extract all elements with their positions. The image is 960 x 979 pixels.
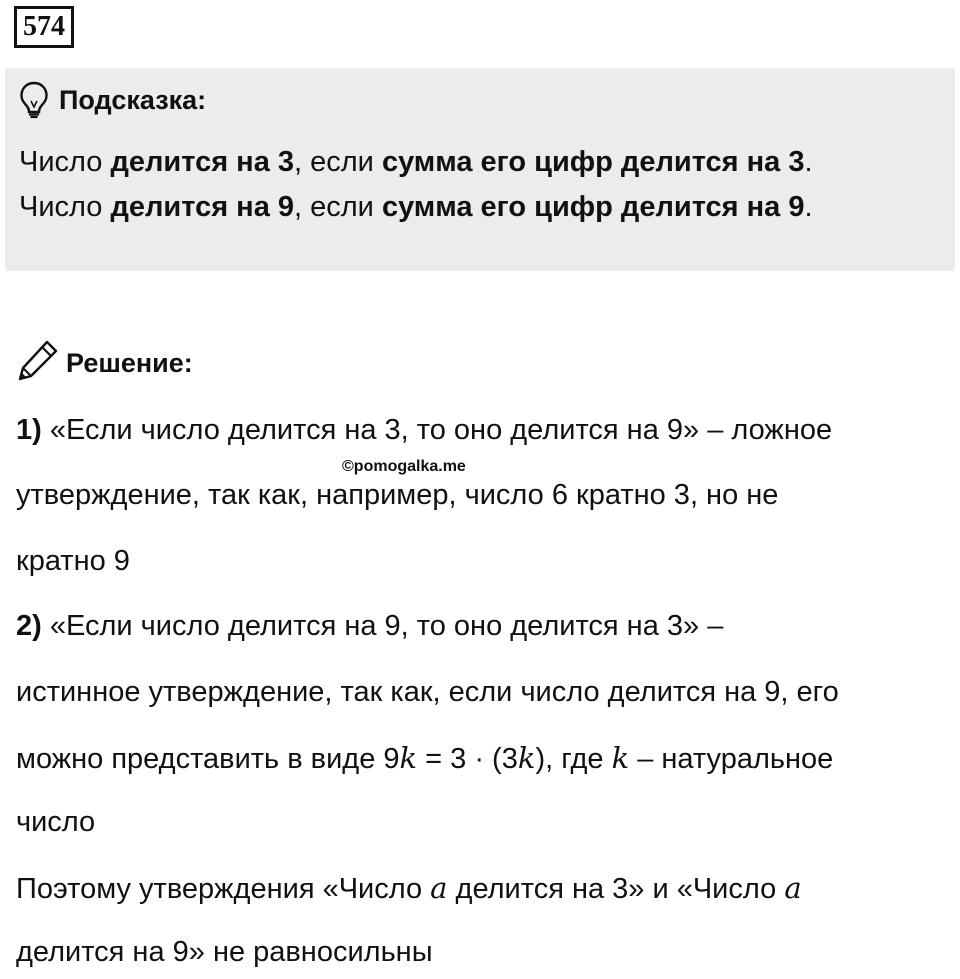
hint-title-row [19, 82, 206, 118]
solution-title: Решение: [66, 347, 193, 378]
solution-item-2-line-1: 2) «Если число делится на 9, то оно делится на 3» – [16, 610, 724, 642]
watermark: ©pomogalka.me [342, 458, 466, 475]
task-number: 574 [14, 6, 74, 48]
solution-item-2-line-2: истинное утверждение, так как, если число делится на 9, его [16, 676, 839, 708]
solution-item-1-line-3: кратно 9 [16, 545, 130, 577]
pencil-icon [16, 338, 60, 389]
conclusion-line-1: Поэтому утверждения «Число a делится на 3» и «Число a [16, 871, 802, 905]
solution-item-2-line-4: число [16, 806, 96, 838]
solution-item-2-line-3: можно представить в виде 9k = 3 · (3k), где k – натуральное [16, 741, 834, 775]
solution-item-1-line-1: 1) «Если число делится на 3, то оно делится на 9» – ложное [16, 414, 833, 446]
solution-item-1-line-2: утверждение, так как, например, число 6 кратно 3, но не [16, 479, 779, 511]
conclusion-line-2: делится на 9» не равносильны [16, 936, 433, 968]
lightbulb-icon [19, 81, 49, 119]
hint-rule-3: Число делится на 3, если сумма его цифр делится на 3. [19, 146, 813, 178]
hint-rule-9: Число делится на 9, если сумма его цифр делится на 9. [19, 191, 813, 223]
hint-box [5, 68, 955, 271]
solution-title-row [16, 340, 193, 386]
hint-title: Подсказка: [59, 84, 207, 115]
